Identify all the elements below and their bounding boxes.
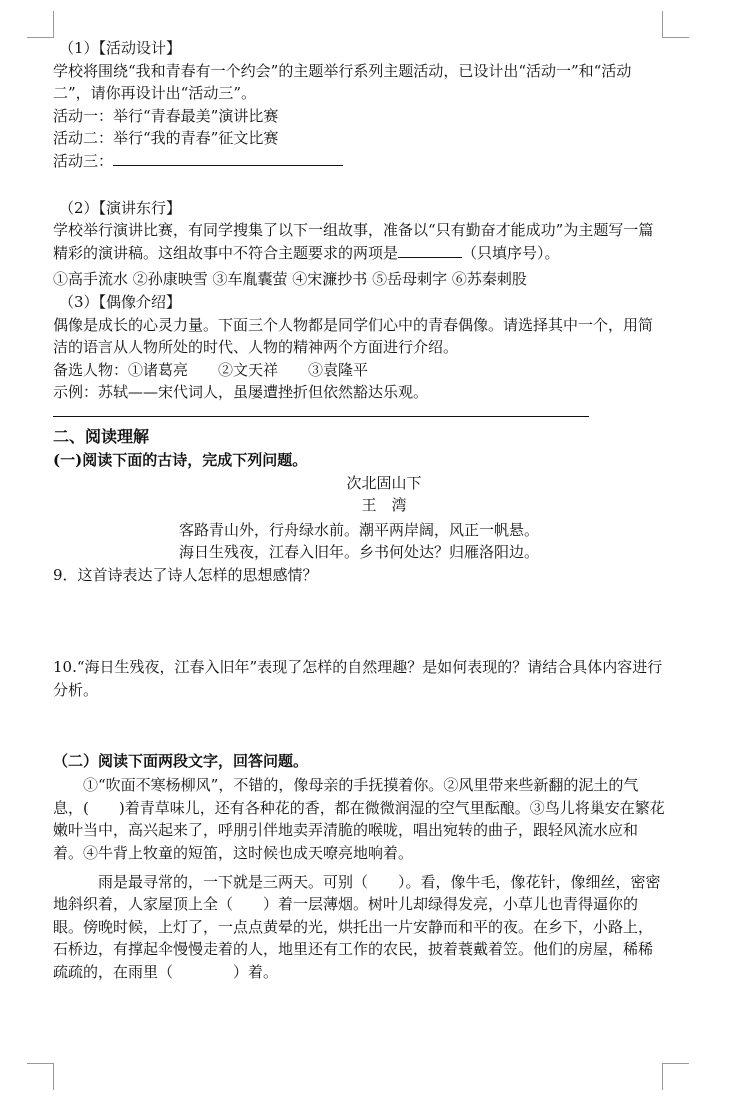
section2-heading: 二、阅读理解 <box>53 426 150 446</box>
crop-mark-bottom-right <box>662 1063 689 1090</box>
q1-title: （1）【活动设计】 <box>59 39 182 57</box>
q3-title: （3）【偶像介绍】 <box>59 292 182 311</box>
q3-candidates: 备选人物：①诸葛亮 ②文天祥 ③袁隆平 <box>53 360 369 379</box>
crop-mark-top-right <box>662 11 689 38</box>
q1-activity1: 活动一：举行“青春最美”演讲比赛 <box>53 106 279 125</box>
part2-heading: （二）阅读下面两段文字，回答问题。 <box>53 751 309 770</box>
document-page <box>53 37 665 984</box>
question-9: 9．这首诗表达了诗人怎样的思想感情？ <box>53 565 318 584</box>
q10-answer-space[interactable] <box>53 702 665 750</box>
part1-heading: (一)阅读下面的古诗，完成下列问题。 <box>53 450 308 469</box>
q2-body-tail: （只填序号）。 <box>462 243 560 262</box>
reading-paragraph-1: ①“吹面不寒杨柳风”，不错的，像母亲的手抚摸着你。②风里带来些新翻的泥土的气息，( )着青草味儿，还有各种花的香，都在微微润湿的空气里酝酿。③鸟儿将巢安在繁花嫩叶当中，高兴起来了，呼朋引伴地卖弄清脆的喉咙，唱出宛转的曲子，跟轻风流水应和着。④牛背上牧童的短笛，这时候也成天嘹亮地响着。 <box>53 776 665 863</box>
q2-title: （2）【演讲东行】 <box>59 198 182 217</box>
q2-options: ①高手流水 ②孙康映雪 ③车胤囊萤 ④宋濂抄书 ⑤岳母刺字 ⑥苏秦刺股 <box>53 270 527 289</box>
poem-line-1: 客路青山外，行舟绿水前。潮平两岸阔，风正一帆悬。 <box>178 520 539 539</box>
poem-line-2: 海日生残夜，江春入旧年。乡书何处达？归雁洛阳边。 <box>178 543 539 562</box>
q1-activity3-line <box>53 150 665 173</box>
crop-mark-bottom-left <box>27 1063 54 1090</box>
poem-author: 王 湾 <box>361 496 407 515</box>
q1-activity2: 活动二：举行“我的青春”征文比赛 <box>53 129 279 148</box>
q1-activity3-blank[interactable] <box>113 165 343 166</box>
q1-body: 学校将围绕“我和青春有一个约会”的主题举行系列主题活动，已设计出“活动一”和“活动二”，请你再设计出“活动三”。 <box>53 61 632 103</box>
q2-body <box>53 219 665 264</box>
q9-answer-space[interactable] <box>53 586 665 656</box>
q2-body-text: 学校举行演讲比赛，有同学搜集了以下一组故事，准备以“只有勤奋才能成功”为主题写一篇精彩的演讲稿。这组故事中不符合主题要求的两项是 <box>53 221 654 262</box>
q3-example: 示例：苏轼——宋代词人，虽屡遭挫折但依然豁达乐观。 <box>53 383 429 402</box>
reading-paragraph-2: 雨是最寻常的，一下就是三两天。可别（ ）。看，像牛毛，像花针，像细丝，密密地斜织着，人家屋顶上全（ ）着一层薄烟。树叶儿却绿得发亮，小草儿也青得逼你的眼。傍晚时候，上灯了，一点点黄晕的光，烘托出一片安静而和平的夜。在乡下，小路上，石桥边，有撑起伞慢慢走着的人，地里还有工作的农民，披着蓑戴着笠。他们的房屋，稀稀疏疏的，在雨里（ ）着。 <box>53 872 661 981</box>
poem-title: 次北固山下 <box>346 473 422 492</box>
question-10: 10.“海日生残夜，江春入旧年”表现了怎样的自然理趣？是如何表现的？请结合具体内容进行分析。 <box>53 658 663 700</box>
q2-answer-blank[interactable] <box>398 257 462 258</box>
q1-activity3-label: 活动三： <box>53 151 114 170</box>
q3-body: 偶像是成长的心灵力量。下面三个人物都是同学们心中的青春偶像。请选择其中一个，用简洁的语言从人物所处的时代、人物的精神两个方面进行介绍。 <box>53 315 654 357</box>
crop-mark-top-left <box>27 11 54 38</box>
